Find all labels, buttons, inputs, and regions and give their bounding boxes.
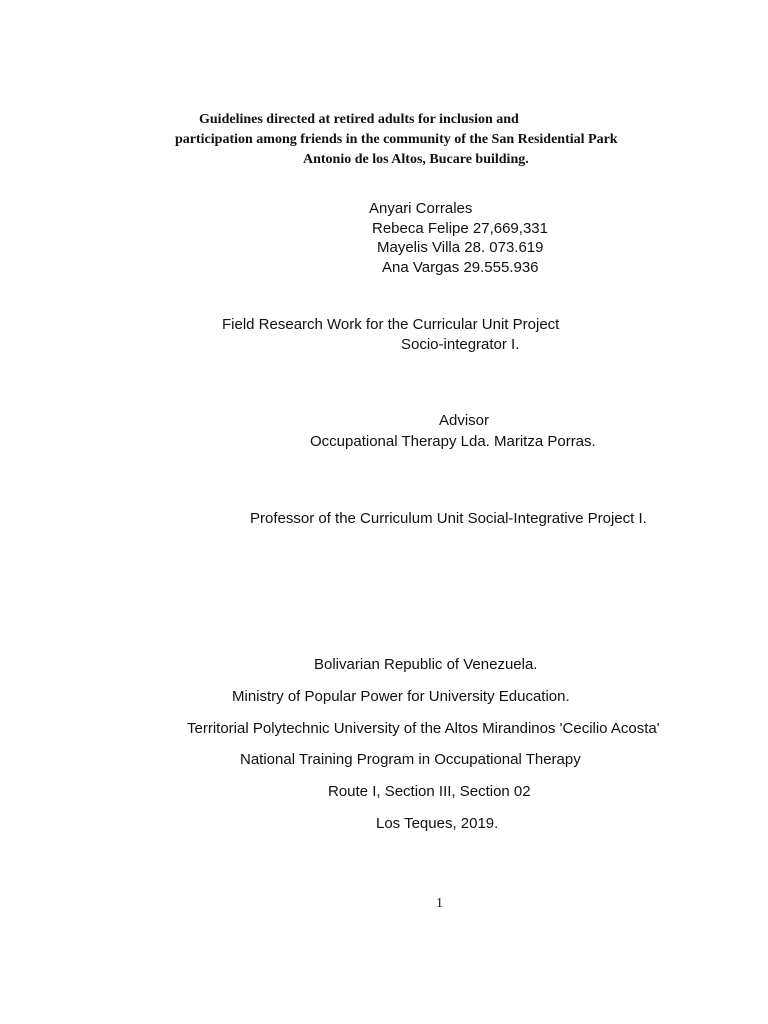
work-line-2: Socio-integrator I. — [401, 336, 520, 353]
institution-line-6: Los Teques, 2019. — [376, 815, 499, 832]
institution-line-2: Ministry of Popular Power for University Education. — [232, 688, 570, 705]
title-line-2: participation among friends in the community of the San Residential Park — [175, 132, 618, 147]
title-line-3: Antonio de los Altos, Bucare building. — [303, 152, 529, 167]
author-3: Mayelis Villa 28. 073.619 — [377, 239, 544, 256]
institution-line-5: Route I, Section III, Section 02 — [328, 783, 531, 800]
page-number: 1 — [436, 896, 443, 911]
institution-line-3: Territorial Polytechnic University of the Altos Mirandinos 'Cecilio Acosta' — [187, 720, 660, 737]
institution-line-1: Bolivarian Republic of Venezuela. — [314, 656, 538, 673]
institution-line-4: National Training Program in Occupational Therapy — [240, 751, 581, 768]
work-line-1: Field Research Work for the Curricular Unit Project — [222, 316, 560, 333]
title-line-1: Guidelines directed at retired adults for inclusion and — [199, 112, 519, 127]
author-4: Ana Vargas 29.555.936 — [382, 259, 539, 276]
advisor-label: Advisor — [439, 412, 490, 429]
professor-line: Professor of the Curriculum Unit Social-Integrative Project I. — [250, 510, 647, 527]
advisor-name: Occupational Therapy Lda. Maritza Porras. — [310, 433, 596, 450]
author-1: Anyari Corrales — [369, 200, 473, 217]
author-2: Rebeca Felipe 27,669,331 — [372, 220, 548, 237]
